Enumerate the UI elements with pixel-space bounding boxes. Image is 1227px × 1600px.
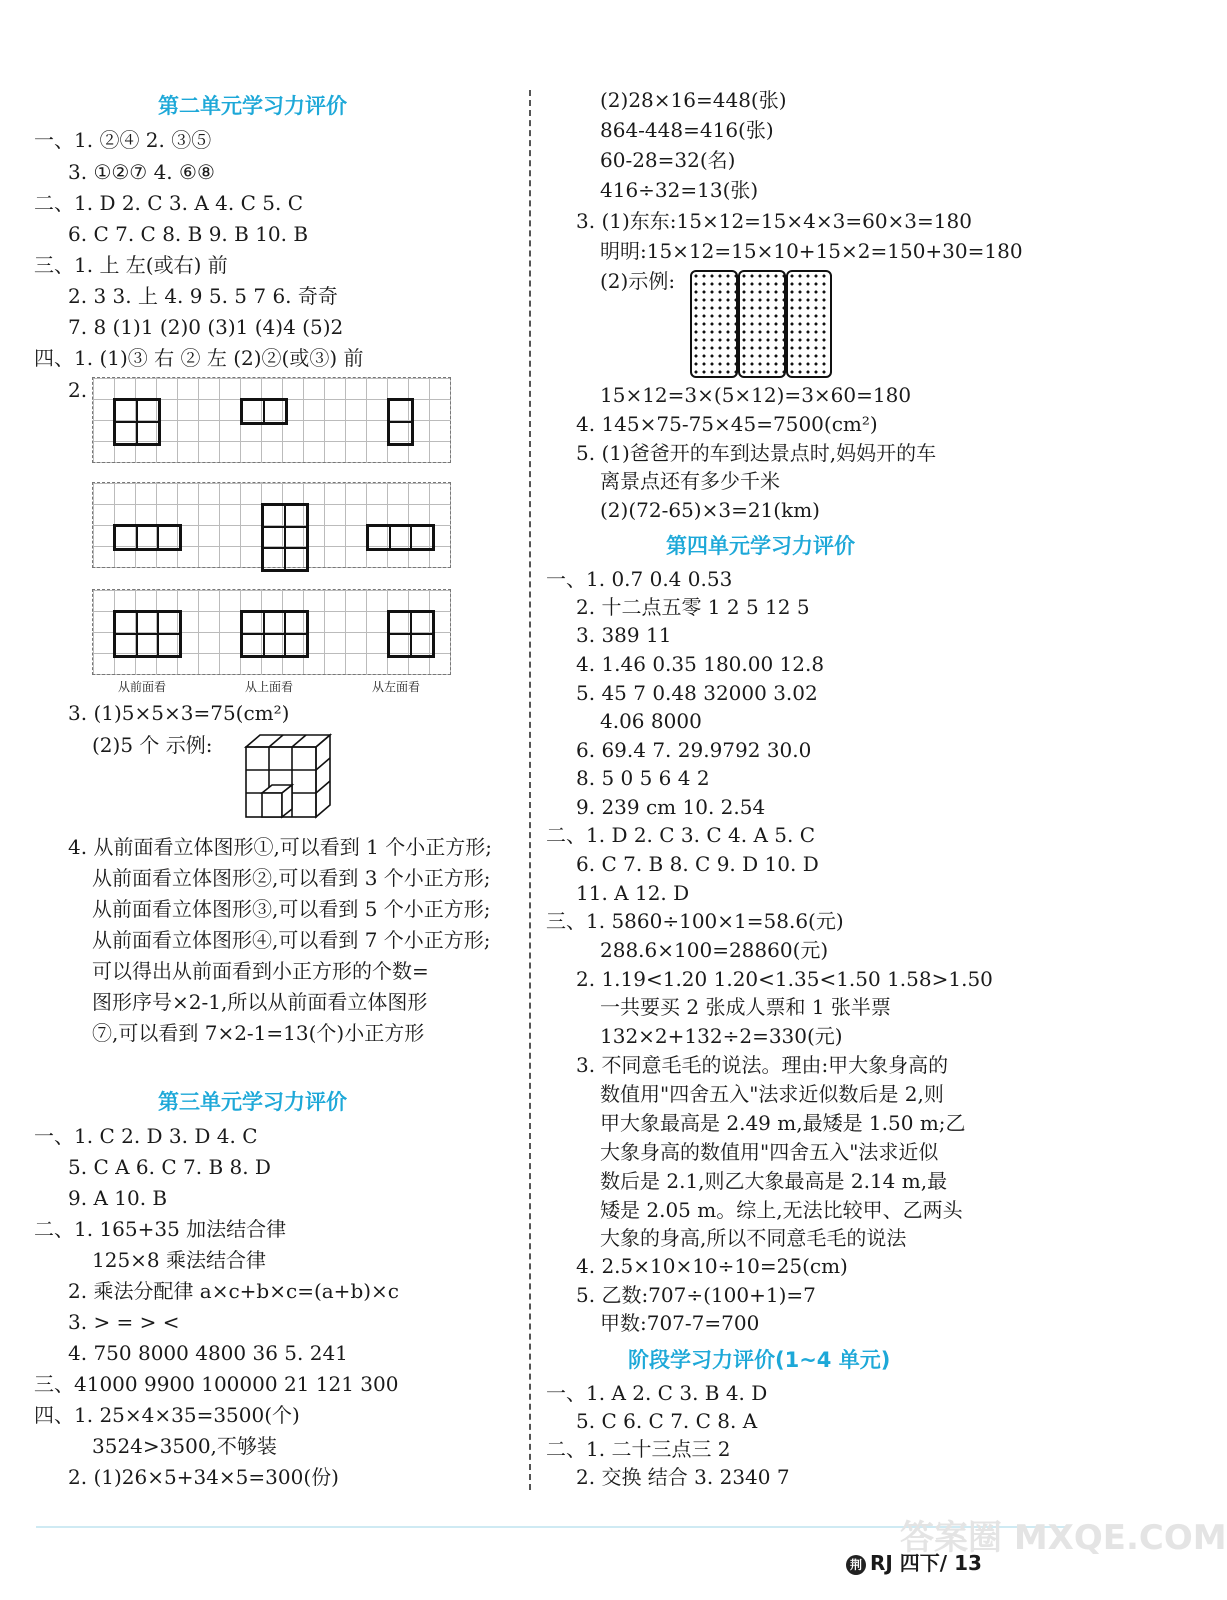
answer-line: 一、1. C 2. D 3. D 4. C — [34, 1124, 258, 1148]
answer-line: 2. (1)26×5+34×5=300(份) — [68, 1465, 339, 1489]
answer-line: 可以得出从前面看到小正方形的个数= — [92, 959, 429, 983]
answer-line: (2)(72-65)×3=21(km) — [600, 498, 820, 522]
answer-line: 二、1. D 2. C 3. A 4. C 5. C — [34, 191, 304, 215]
answer-line: 大象的身高,所以不同意毛毛的说法 — [600, 1226, 907, 1250]
view-shape — [366, 524, 435, 551]
answer-line: 3. > = > < — [68, 1310, 180, 1334]
answer-line: 2. 交换 结合 3. 2340 7 — [576, 1465, 790, 1489]
answer-line: 4.06 8000 — [600, 709, 702, 733]
answer-line: 一共要买 2 张成人票和 1 张半票 — [600, 995, 891, 1019]
answer-line: (2)5 个 示例: — [92, 733, 213, 757]
answer-line: 125×8 乘法结合律 — [92, 1248, 267, 1272]
answer-line: 三、1. 上 左(或右) 前 — [34, 253, 228, 277]
page-number — [846, 1547, 982, 1576]
view-shape — [240, 398, 288, 425]
answer-line: 416÷32=13(张) — [600, 178, 759, 202]
answer-line: 四、1. (1)③ 右 ② 左 (2)②(或③) 前 — [34, 346, 364, 370]
answer-line: 864-448=416(张) — [600, 118, 774, 142]
view-shape — [113, 524, 182, 551]
caption-left: 从左面看 — [372, 680, 421, 694]
answer-line: 15×12=3×(5×12)=3×60=180 — [600, 383, 912, 407]
small-cube-front — [262, 793, 282, 817]
caption-front: 从前面看 — [118, 680, 167, 694]
caption-top: 从上面看 — [245, 680, 294, 694]
dot-array-block — [690, 270, 738, 378]
answer-line: 4. 2.5×10×10÷10=25(cm) — [576, 1254, 848, 1278]
answer-line: 4. 145×75-75×45=7500(cm²) — [576, 412, 878, 436]
unit2-title: 第二单元学习力评价 — [158, 94, 347, 118]
answer-line: 3. 不同意毛毛的说法。理由:甲大象身高的 — [576, 1053, 949, 1077]
column-divider — [529, 90, 531, 1490]
answer-line: 5. 45 7 0.48 32000 3.02 — [576, 681, 818, 705]
answer-line: 4. 1.46 0.35 180.00 12.8 — [576, 652, 825, 676]
view-shape — [113, 398, 161, 446]
answer-line: 从前面看立体图形②,可以看到 3 个小正方形; — [92, 866, 491, 890]
unit4-title: 第四单元学习力评价 — [666, 534, 855, 558]
dot-array-block — [786, 270, 832, 378]
page-label: RJ 四下/ 13 — [870, 1551, 982, 1575]
answer-line: 60-28=32(名) — [600, 148, 736, 172]
answer-line: 甲数:707-7=700 — [600, 1311, 760, 1335]
answer-line: 2. — [68, 378, 88, 402]
answer-line: 三、41000 9900 100000 21 121 300 — [34, 1372, 399, 1396]
unit3-title: 第三单元学习力评价 — [158, 1090, 347, 1114]
answer-line: 3524>3500,不够装 — [92, 1434, 277, 1458]
stage-title: 阶段学习力评价(1~4 单元) — [628, 1348, 891, 1372]
answer-line: 2. 3 3. 上 4. 9 5. 5 7 6. 奇奇 — [68, 284, 338, 308]
answer-line: 5. (1)爸爸开的车到达景点时,妈妈开的车 — [576, 441, 937, 465]
answer-line: 甲大象最高是 2.49 m,最矮是 1.50 m;乙 — [600, 1111, 966, 1135]
answer-line: 二、1. 二十三点三 2 — [546, 1437, 731, 1461]
answer-line: 4. 750 8000 4800 36 5. 241 — [68, 1341, 348, 1365]
answer-line: ⑦,可以看到 7×2-1=13(个)小正方形 — [92, 1021, 425, 1045]
cube-side-face — [316, 735, 330, 817]
answer-line: 3. (1)东东:15×12=15×4×3=60×3=180 — [576, 209, 972, 233]
view-shape — [240, 610, 309, 658]
answer-line: 四、1. 25×4×35=3500(个) — [34, 1403, 300, 1427]
answer-line: (2)28×16=448(张) — [600, 88, 787, 112]
answer-line: 5. C 6. C 7. C 8. A — [576, 1409, 758, 1433]
answer-line: 一、1. 0.7 0.4 0.53 — [546, 567, 733, 591]
answer-line: 2. 十二点五零 1 2 5 12 5 — [576, 595, 810, 619]
answer-line: 从前面看立体图形③,可以看到 5 个小正方形; — [92, 897, 491, 921]
answer-line: 三、1. 5860÷100×1=58.6(元) — [546, 909, 844, 933]
watermark: 答案圈 MXQE.COM — [900, 1518, 1227, 1558]
answer-line: 2. 1.19<1.20 1.20<1.35<1.50 1.58>1.50 — [576, 967, 993, 991]
answer-line: 132×2+132÷2=330(元) — [600, 1024, 843, 1048]
answer-line: 5. 乙数:707÷(100+1)=7 — [576, 1283, 816, 1307]
answer-line: 7. 8 (1)1 (2)0 (3)1 (4)4 (5)2 — [68, 315, 344, 339]
answer-line: 3. 389 11 — [576, 623, 672, 647]
answer-line: (2)示例: — [600, 269, 676, 293]
cube-example-figure — [244, 733, 334, 819]
answer-line: 288.6×100=28860(元) — [600, 938, 829, 962]
answer-line: 11. A 12. D — [576, 881, 690, 905]
answer-line: 二、1. 165+35 加法结合律 — [34, 1217, 287, 1241]
answer-line: 明明:15×12=15×10+15×2=150+30=180 — [600, 239, 1023, 263]
dot-array-block — [738, 270, 786, 378]
answer-line: 从前面看立体图形④,可以看到 7 个小正方形; — [92, 928, 491, 952]
answer-line: 3. (1)5×5×3=75(cm²) — [68, 701, 290, 725]
answer-line: 离景点还有多少千米 — [600, 469, 780, 493]
answer-line: 5. C A 6. C 7. B 8. D — [68, 1155, 271, 1179]
view-shape — [113, 610, 182, 658]
view-shape — [387, 398, 414, 446]
answer-line: 9. A 10. B — [68, 1186, 168, 1210]
answer-line: 一、1. ②④ 2. ③⑤ — [34, 128, 212, 152]
answer-line: 矮是 2.05 m。综上,无法比较甲、乙两头 — [600, 1198, 963, 1222]
answer-line: 6. 69.4 7. 29.9792 30.0 — [576, 738, 812, 762]
answer-line: 2. 乘法分配律 a×c+b×c=(a+b)×c — [68, 1279, 400, 1303]
answer-line: 图形序号×2-1,所以从前面看立体图形 — [92, 990, 428, 1014]
answer-line: 6. C 7. B 8. C 9. D 10. D — [576, 852, 819, 876]
publisher-logo-icon: 荆 — [846, 1555, 866, 1575]
answer-line: 4. 从前面看立体图形①,可以看到 1 个小正方形; — [68, 835, 492, 859]
answer-line: 9. 239 cm 10. 2.54 — [576, 795, 766, 819]
answer-line: 3. ①②⑦ 4. ⑥⑧ — [68, 160, 215, 184]
view-shape — [261, 503, 309, 572]
view-shape — [387, 610, 435, 658]
answer-line: 数后是 2.1,则乙大象最高是 2.14 m,最 — [600, 1169, 948, 1193]
answer-line: 6. C 7. C 8. B 9. B 10. B — [68, 222, 309, 246]
answer-line: 数值用"四舍五入"法求近似数后是 2,则 — [600, 1082, 944, 1106]
answer-line: 大象身高的数值用"四舍五入"法求近似 — [600, 1140, 939, 1164]
answer-line: 8. 5 0 5 6 4 2 — [576, 766, 710, 790]
answer-line: 二、1. D 2. C 3. C 4. A 5. C — [546, 823, 816, 847]
answer-line: 一、1. A 2. C 3. B 4. D — [546, 1381, 768, 1405]
